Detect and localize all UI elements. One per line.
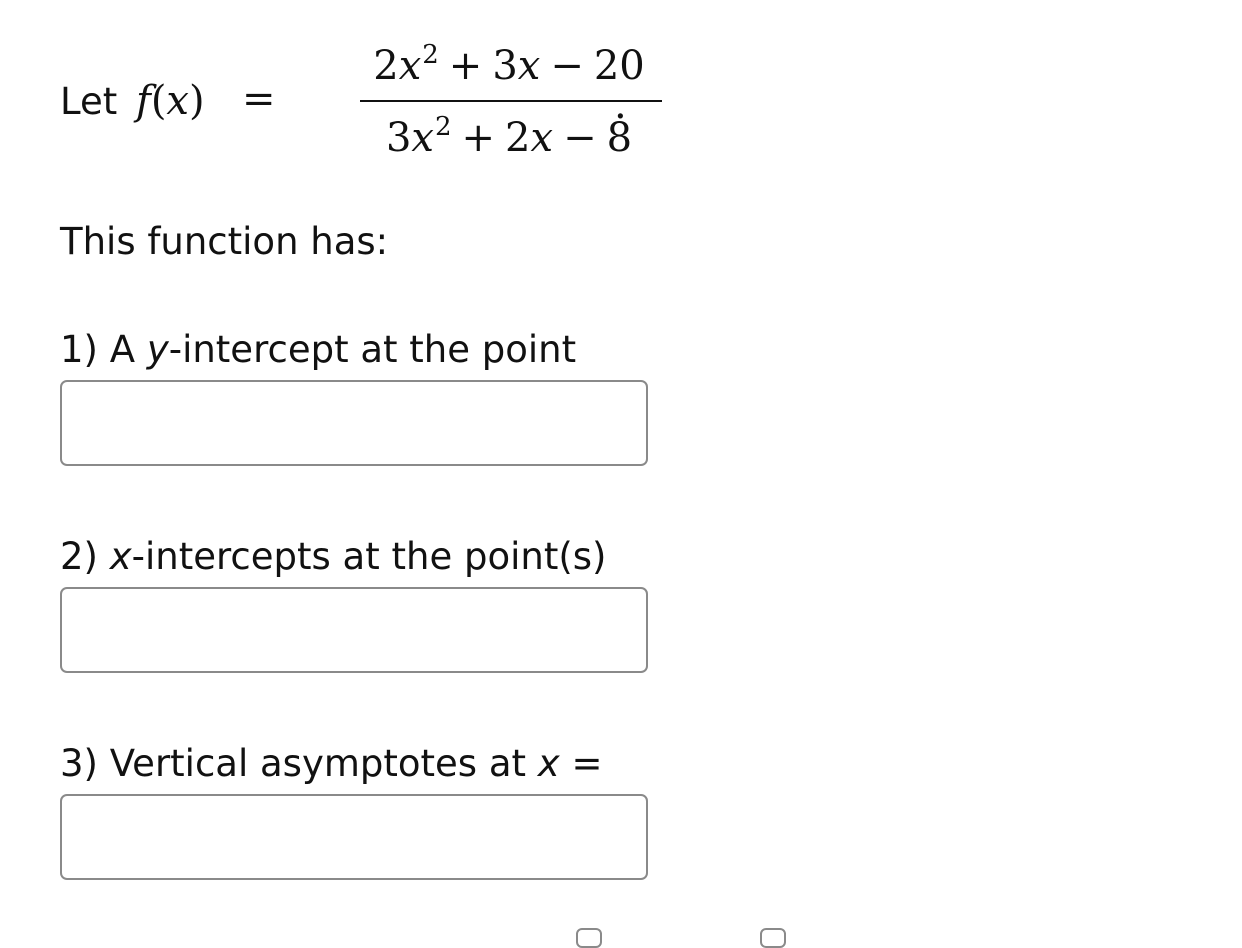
question-variable: x <box>109 535 132 578</box>
question-prefix: 2) <box>60 535 110 578</box>
function-variable: x <box>166 78 189 124</box>
question-x-intercepts <box>60 535 680 579</box>
numerator-plus: + <box>448 43 483 89</box>
question-y-intercept <box>60 328 680 372</box>
x-intercepts-input[interactable] <box>60 587 648 673</box>
close-paren: ) <box>188 78 205 124</box>
function-name: f <box>136 78 151 124</box>
numerator-term1-coef: 2 <box>373 43 399 89</box>
question-suffix: -intercept at the point <box>168 328 577 371</box>
question-vertical-asymptotes <box>60 742 680 786</box>
partial-control-left[interactable] <box>576 928 602 948</box>
denominator-term1-exponent: 2 <box>434 112 452 142</box>
intro-text: This function has: <box>60 220 389 263</box>
question-prefix: 3) Vertical asymptotes at <box>60 742 538 785</box>
function-lhs <box>136 78 205 124</box>
question-variable: y <box>146 328 169 371</box>
y-intercept-input[interactable] <box>60 380 648 466</box>
denominator-plus: + <box>461 115 496 161</box>
denominator-minus: − <box>563 115 597 161</box>
question-suffix: = <box>559 742 603 785</box>
sentence-period: . <box>614 82 627 128</box>
question-prefix: 1) A <box>60 328 147 371</box>
denominator-term2-coef: 2 <box>505 115 531 161</box>
question-label <box>60 328 680 372</box>
numerator-term1-var: x <box>398 43 422 89</box>
numerator-constant: 20 <box>593 43 645 89</box>
question-label <box>60 742 680 786</box>
question-label <box>60 535 680 579</box>
numerator-minus: − <box>550 43 584 89</box>
let-word: Let <box>60 80 118 123</box>
numerator-term1-exponent: 2 <box>422 40 439 70</box>
partial-control-right[interactable] <box>760 928 786 948</box>
function-definition <box>60 0 700 161</box>
open-paren: ( <box>150 78 167 124</box>
denominator-term2-var: x <box>530 115 554 161</box>
denominator-term1-var: x <box>411 115 434 161</box>
vertical-asymptotes-input[interactable] <box>60 794 648 880</box>
numerator-term2-coef: 3 <box>492 43 518 89</box>
equals-sign: = <box>242 76 276 122</box>
denominator-term1-coef: 3 <box>385 115 412 161</box>
numerator-term2-var: x <box>517 43 541 89</box>
question-variable: x <box>537 742 560 785</box>
question-suffix: -intercepts at the point(s) <box>131 535 607 578</box>
denominator-constant: 8 <box>606 115 633 161</box>
